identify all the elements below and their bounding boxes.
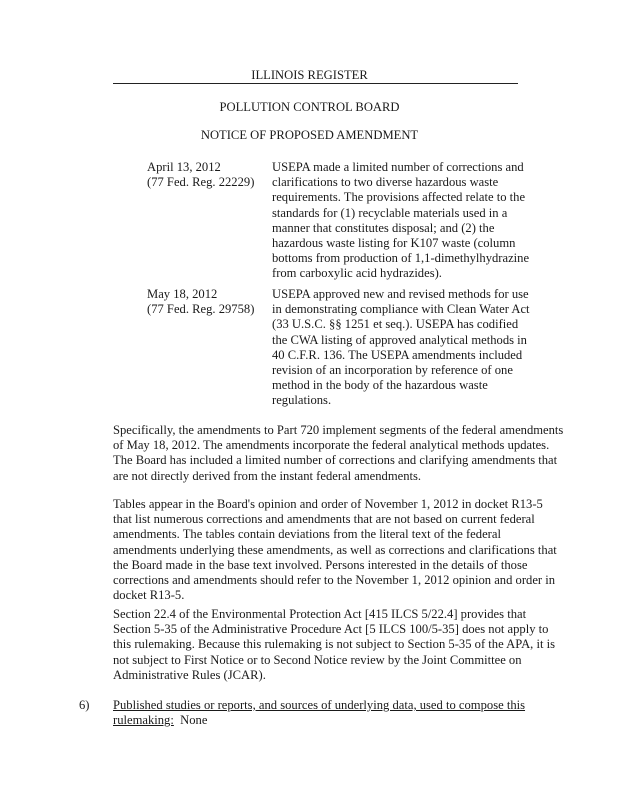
desc-line: method in the body of the hazardous waste [272,378,488,393]
paragraph-line: the Board made in the base text involved. Persons interested in the details of those [113,557,528,572]
item-heading-cont: rulemaking: [113,713,174,728]
paragraph-line: amendments underlying these amendments, as well as corrections and clarifications that [113,542,557,557]
item-6-text [113,698,526,728]
paragraph-section-22-4 [113,607,556,683]
desc-line: manner that constitutes disposal; and (2) the [272,220,495,235]
paragraph-line: docket R13-5. [113,588,185,603]
entry-description [272,287,530,409]
paragraph-line: Section 5-35 of the Administrative Procedure Act [5 ILCS 100/5-35] does not apply to [113,622,549,637]
desc-line: hazardous waste listing for K107 waste (column [272,236,516,251]
desc-line: regulations. [272,393,332,408]
item-heading: Published studies or reports, and sources of underlying data, used to compose this [113,698,526,712]
entry-date: May 18, 2012 [147,287,218,301]
desc-line: 40 C.F.R. 136. The USEPA amendments included [272,347,523,362]
desc-line: bottoms from production of 1,1-dimethylhydrazine [272,251,530,266]
item-answer: None [180,713,208,728]
desc-line: (33 U.S.C. §§ 1251 et seq.). USEPA has codified [272,317,519,332]
desc-line: USEPA made a limited number of corrections and [272,160,524,174]
header-rule [113,83,518,84]
entry-date-block [147,160,267,190]
item-number: 6) [79,698,90,712]
desc-line: USEPA approved new and revised methods for use [272,287,529,301]
paragraph-line: not subject to First Notice or to Second Notice review by the Joint Committee on [113,652,522,667]
item-heading-cont-line [113,713,523,728]
desc-line: standards for (1) recyclable materials used in a [272,205,508,220]
desc-line: clarifications to two diverse hazardous waste [272,175,499,190]
paragraph-line: of May 18, 2012. The amendments incorporate the federal analytical methods updates. [113,438,550,453]
desc-line: the CWA listing of approved analytical methods in [272,332,527,347]
register-title: ILLINOIS REGISTER [251,68,368,82]
desc-line: in demonstrating compliance with Clean Water Act [272,302,530,317]
paragraph-line: amendments. The tables contain deviations from the literal text of the federal [113,527,501,542]
desc-line: from carboxylic acid hydrazides). [272,266,442,281]
paragraph-line: that list numerous corrections and amendments that are not based on current federal [113,512,535,527]
paragraph-line: this rulemaking. Because this rulemaking is not subject to Section 5-35 of the APA, it is [113,637,556,652]
entry-date-block [147,287,267,317]
entry-citation: (77 Fed. Reg. 29758) [147,302,255,317]
paragraph-specifically [113,423,564,484]
desc-line: requirements. The provisions affected relate to the [272,190,526,205]
desc-line: revision of an incorporation by reference of one [272,363,513,378]
paragraph-tables [113,497,557,603]
paragraph-line: Tables appear in the Board's opinion and order of November 1, 2012 in docket R13-5 [113,497,543,511]
paragraph-line: Section 22.4 of the Environmental Protection Act [415 ILCS 5/22.4] provides that [113,607,527,621]
entry-date: April 13, 2012 [147,160,221,174]
paragraph-line: are not directly derived from the instant federal amendments. [113,468,422,483]
paragraph-line: corrections and amendments should refer to the November 1, 2012 opinion and order in [113,573,556,588]
paragraph-line: Specifically, the amendments to Part 720 implement segments of the federal amendments [113,423,564,437]
notice-title: NOTICE OF PROPOSED AMENDMENT [200,128,419,142]
paragraph-line: The Board has included a limited number of corrections and clarifying amendments that [113,453,558,468]
paragraph-line: Administrative Rules (JCAR). [113,667,266,682]
board-name: POLLUTION CONTROL BOARD [219,100,400,114]
entry-citation: (77 Fed. Reg. 22229) [147,175,255,190]
entry-description [272,160,530,282]
